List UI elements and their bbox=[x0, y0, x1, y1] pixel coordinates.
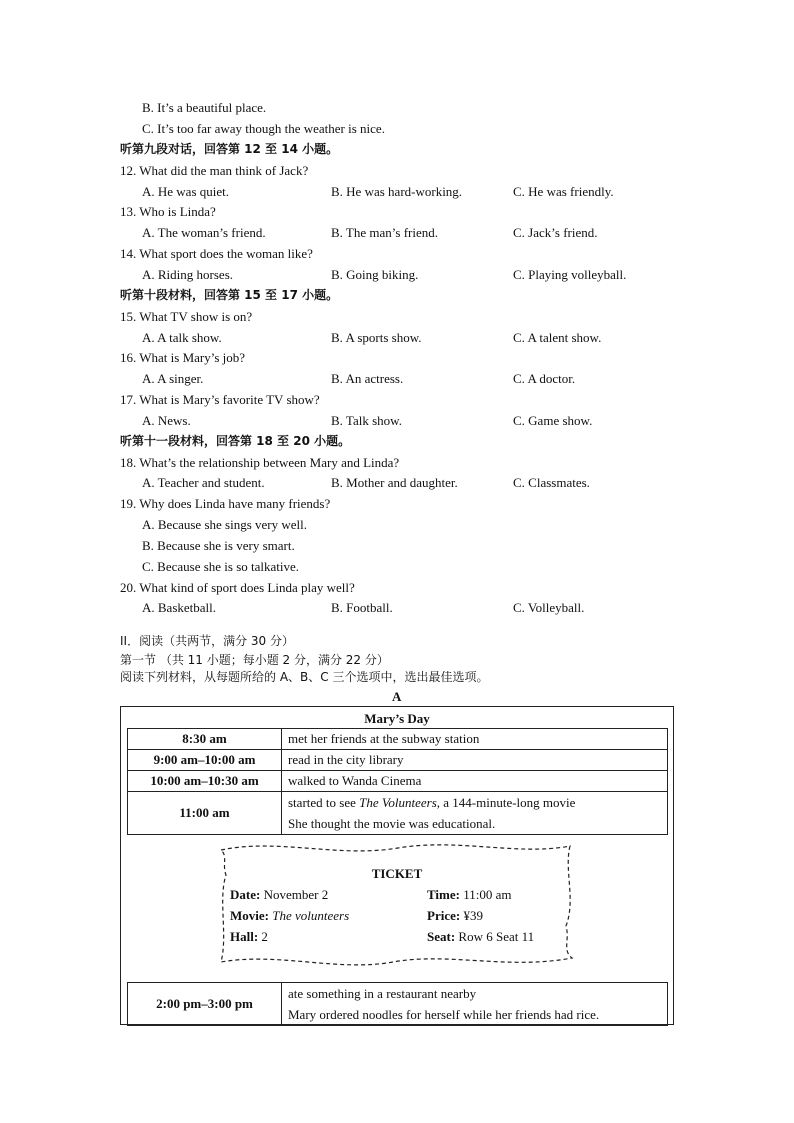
schedule-time: 9:00 am–10:00 am bbox=[128, 750, 282, 771]
schedule-time: 8:30 am bbox=[128, 729, 282, 750]
q12-option-a: A. He was quiet. bbox=[142, 184, 230, 199]
q20-option-c: C. Volleyball. bbox=[513, 600, 585, 615]
q18-option-a: A. Teacher and student. bbox=[142, 475, 265, 490]
q20-option-b: B. Football. bbox=[331, 600, 393, 615]
q16-option-a: A. A singer. bbox=[142, 371, 204, 386]
q18-option-c: C. Classmates. bbox=[513, 475, 590, 490]
movie-title: The Volunteers bbox=[359, 795, 437, 810]
ticket-hall bbox=[230, 929, 268, 945]
q19-option-c: C. Because she is so talkative. bbox=[142, 559, 300, 574]
schedule-time: 2:00 pm–3:00 pm bbox=[128, 983, 282, 1026]
row4-line2: She thought the movie was educational. bbox=[288, 816, 496, 831]
q20-option-a: A. Basketball. bbox=[142, 600, 217, 615]
ticket-hall-label: Hall: bbox=[230, 929, 259, 944]
q14-option-c: C. Playing volleyball. bbox=[513, 267, 627, 282]
schedule-activity: walked to Wanda Cinema bbox=[282, 771, 668, 792]
schedule-time: 11:00 am bbox=[128, 792, 282, 835]
ticket-seat-value: Row 6 Seat 11 bbox=[455, 929, 535, 944]
ticket-title: TICKET bbox=[371, 866, 423, 881]
ticket-date-label: Date: bbox=[230, 887, 261, 902]
q13-option-c: C. Jack’s friend. bbox=[513, 225, 598, 240]
table-row bbox=[128, 729, 668, 750]
ticket-price bbox=[427, 908, 483, 924]
q16-option-b: B. An actress. bbox=[331, 371, 404, 386]
schedule-table bbox=[127, 728, 668, 835]
ticket-time-value: 11:00 am bbox=[459, 887, 512, 902]
q19-option-a: A. Because she sings very well. bbox=[142, 517, 307, 532]
q11-option-c: C. It’s too far away though the weather is nice. bbox=[142, 121, 385, 136]
ticket-movie-value: The volunteers bbox=[268, 908, 350, 923]
ticket-movie-label: Movie: bbox=[230, 908, 269, 923]
table-row bbox=[128, 792, 668, 835]
section9-instruction: 听第九段对话，回答第 12 至 14 小题。 bbox=[120, 142, 339, 156]
ticket-border bbox=[218, 840, 576, 970]
passage-label: A bbox=[392, 689, 402, 704]
reading-heading: II．阅读（共两节，满分 30 分） bbox=[120, 634, 294, 648]
q19-option-b: B. Because she is very smart. bbox=[142, 538, 295, 553]
table-row bbox=[128, 750, 668, 771]
ticket-date-value: November 2 bbox=[260, 887, 329, 902]
q13-option-a: A. The woman’s friend. bbox=[142, 225, 266, 240]
q15-option-a: A. A talk show. bbox=[142, 330, 222, 345]
q15-option-b: B. A sports show. bbox=[331, 330, 422, 345]
reading-section1: 第一节 （共 11 小题；每小题 2 分，满分 22 分） bbox=[120, 653, 389, 667]
section10-instruction: 听第十段材料，回答第 15 至 17 小题。 bbox=[120, 288, 339, 302]
q17-stem: 17. What is Mary’s favorite TV show? bbox=[120, 392, 320, 407]
row5-line1: ate something in a restaurant nearby bbox=[288, 986, 477, 1001]
ticket bbox=[218, 840, 576, 970]
schedule-table-afternoon bbox=[127, 982, 668, 1026]
q19-stem: 19. Why does Linda have many friends? bbox=[120, 496, 331, 511]
q13-option-b: B. The man’s friend. bbox=[331, 225, 438, 240]
ticket-time bbox=[427, 887, 512, 903]
q20-stem: 20. What kind of sport does Linda play well? bbox=[120, 580, 355, 595]
row4-line1-post: , a 144-minute-long movie bbox=[436, 795, 576, 810]
row5-line2: Mary ordered noodles for herself while her friends had rice. bbox=[288, 1007, 600, 1022]
q18-stem: 18. What’s the relationship between Mary and Linda? bbox=[120, 455, 400, 470]
q13-stem: 13. Who is Linda? bbox=[120, 204, 216, 219]
q12-option-c: C. He was friendly. bbox=[513, 184, 614, 199]
schedule-activity bbox=[282, 983, 668, 1026]
q14-option-b: B. Going biking. bbox=[331, 267, 419, 282]
row4-line1-pre: started to see bbox=[288, 795, 360, 810]
schedule-activity: met her friends at the subway station bbox=[282, 729, 668, 750]
schedule-activity bbox=[282, 792, 668, 835]
schedule-activity: read in the city library bbox=[282, 750, 668, 771]
ticket-hall-value: 2 bbox=[258, 929, 268, 944]
ticket-movie bbox=[230, 908, 349, 924]
q14-option-a: A. Riding horses. bbox=[142, 267, 233, 282]
q16-option-c: C. A doctor. bbox=[513, 371, 576, 386]
reading-instruction: 阅读下列材料，从每题所给的 A、B、C 三个选项中，选出最佳选项。 bbox=[120, 670, 489, 684]
table-row bbox=[128, 983, 668, 1026]
ticket-time-label: Time: bbox=[427, 887, 460, 902]
q12-option-b: B. He was hard-working. bbox=[331, 184, 463, 199]
q15-stem: 15. What TV show is on? bbox=[120, 309, 253, 324]
q12-stem: 12. What did the man think of Jack? bbox=[120, 163, 309, 178]
q16-stem: 16. What is Mary’s job? bbox=[120, 350, 246, 365]
ticket-price-label: Price: bbox=[427, 908, 461, 923]
q14-stem: 14. What sport does the woman like? bbox=[120, 246, 313, 261]
table-title: Mary’s Day bbox=[364, 711, 430, 726]
ticket-price-value: ¥39 bbox=[460, 908, 483, 923]
table-row bbox=[128, 771, 668, 792]
q18-option-b: B. Mother and daughter. bbox=[331, 475, 458, 490]
ticket-seat bbox=[427, 929, 534, 945]
ticket-seat-label: Seat: bbox=[427, 929, 456, 944]
section11-instruction: 听第十一段材料，回答第 18 至 20 小题。 bbox=[120, 434, 351, 448]
schedule-time: 10:00 am–10:30 am bbox=[128, 771, 282, 792]
ticket-date bbox=[230, 887, 328, 903]
q17-option-b: B. Talk show. bbox=[331, 413, 402, 428]
q17-option-a: A. News. bbox=[142, 413, 191, 428]
q11-option-b: B. It’s a beautiful place. bbox=[142, 100, 267, 115]
q15-option-c: C. A talent show. bbox=[513, 330, 602, 345]
q17-option-c: C. Game show. bbox=[513, 413, 593, 428]
